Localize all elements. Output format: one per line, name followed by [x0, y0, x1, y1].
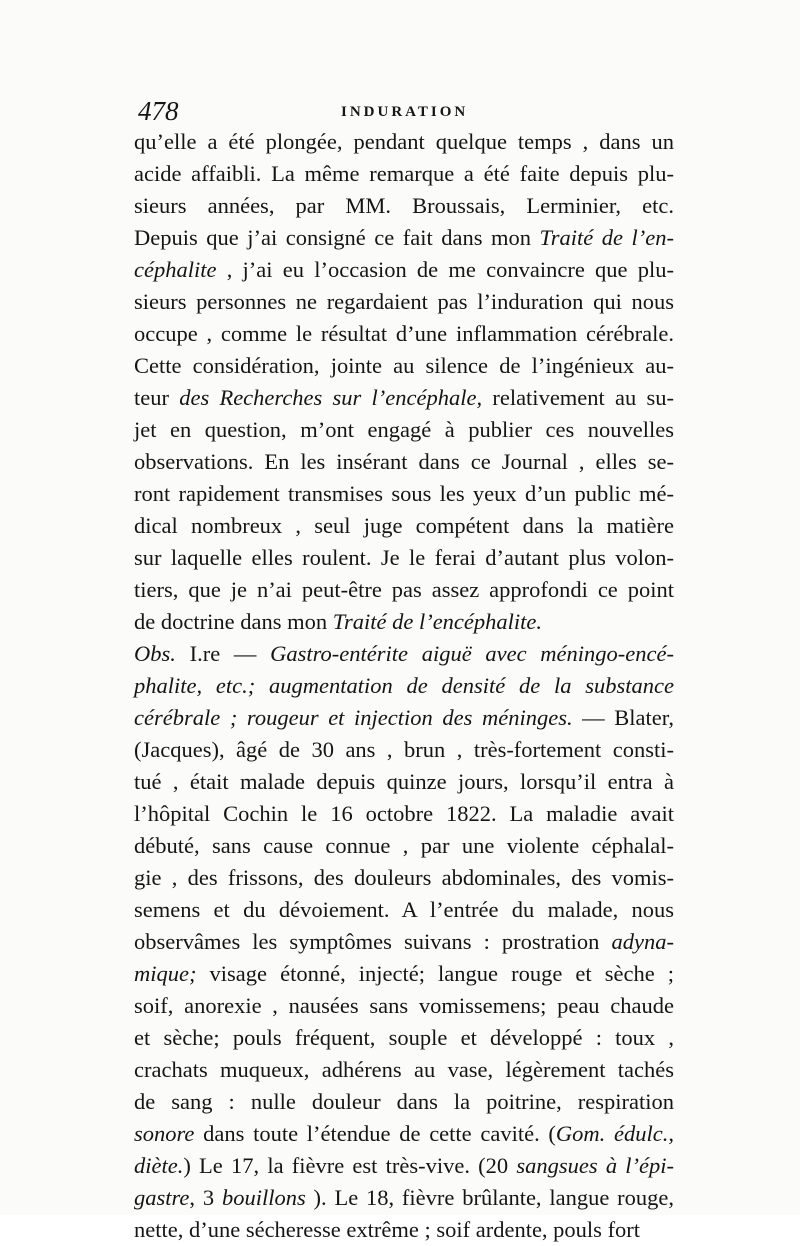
italic-text: Traité de l’encéphalite.: [332, 609, 543, 634]
text-segment: et sèche; pouls fréquent, souple et développé : toux ,: [134, 1025, 674, 1050]
text-segment: semens et du dévoiement. A l’entrée du malade, nous: [134, 897, 674, 922]
text-segment: , j’ai eu l’occasion de me convaincre que plu-: [216, 257, 674, 282]
text-segment: observations. En les insérant dans ce Journal , elles se-: [134, 449, 674, 474]
text-line: [134, 478, 674, 510]
text-line: [134, 222, 674, 254]
text-segment: gie , des frissons, des douleurs abdominales, des vomis-: [134, 865, 674, 890]
text-segment: de sang : nulle douleur dans la poitrine, respiration: [134, 1089, 674, 1114]
text-segment: sur laquelle elles roulent. Je le ferai d’autant plus volon-: [134, 545, 674, 570]
running-head: INDURATION: [341, 104, 469, 120]
text-segment: ront rapidement transmises sous les yeux d’un public mé-: [134, 481, 674, 506]
text-line: [134, 126, 674, 158]
text-line: [134, 926, 674, 958]
text-line: [134, 318, 674, 350]
text-segment: visage étonné, injecté; langue rouge et sèche ;: [196, 961, 674, 986]
text-line: [134, 542, 674, 574]
text-segment: sieurs années, par MM. Broussais, Lerminier, etc.: [134, 193, 674, 218]
italic-text: céphalite: [134, 257, 217, 282]
italic-text: des Recherches sur l’encéphale,: [179, 385, 483, 410]
text-line: [134, 1054, 674, 1086]
italic-text: Obs.: [134, 641, 176, 666]
italic-text: gastre: [134, 1185, 190, 1210]
text-segment: I.re —: [175, 641, 271, 666]
text-line: [134, 606, 674, 638]
text-line: [134, 254, 674, 286]
italic-text: mique;: [134, 961, 197, 986]
text-line: [134, 1214, 674, 1246]
text-segment: dans toute l’étendue de cette cavité. (: [194, 1121, 556, 1146]
text-segment: tué , était malade depuis quinze jours, lorsqu’il entra à: [134, 769, 674, 794]
text-line: [134, 446, 674, 478]
text-line: [134, 1118, 674, 1150]
text-segment: Depuis que j’ai consigné ce fait dans mon: [134, 225, 540, 250]
text-line: [134, 574, 674, 606]
text-segment: ) Le 17, la fièvre est très-vive. (20: [183, 1153, 517, 1178]
text-segment: débuté, sans cause connue , par une violente céphalal-: [134, 833, 674, 858]
italic-text: Gastro-entérite aiguë avec méningo-encé-: [270, 641, 674, 666]
text-line: [134, 990, 674, 1022]
italic-text: sonore: [134, 1121, 195, 1146]
text-segment: relativement au su-: [482, 385, 674, 410]
italic-text: sangsues à l’épi-: [516, 1153, 674, 1178]
text-line: [134, 894, 674, 926]
text-line: [134, 382, 674, 414]
text-segment: — Blater,: [572, 705, 674, 730]
text-line: [134, 670, 674, 702]
text-line: [134, 1182, 674, 1214]
text-segment: , 3: [189, 1185, 222, 1210]
text-segment: jet en question, m’ont engagé à publier ces nouvelles: [134, 417, 674, 442]
body-text: [134, 126, 674, 1246]
text-segment: teur: [134, 385, 180, 410]
text-segment: tiers, que je n’ai peut-être pas assez approfondi ce point: [134, 577, 674, 602]
italic-text: bouillons: [221, 1185, 306, 1210]
text-segment: acide affaibli. La même remarque a été faite depuis plu-: [134, 161, 674, 186]
text-segment: de doctrine dans mon: [134, 609, 333, 634]
text-line: [134, 510, 674, 542]
text-segment: ). Le 18, fièvre brûlante, langue rouge,: [305, 1185, 675, 1210]
text-line: [134, 1086, 674, 1118]
italic-text: Gom. édulc.,: [555, 1121, 674, 1146]
text-line: [134, 734, 674, 766]
text-segment: qu’elle a été plongée, pendant quelque temps , dans un: [134, 129, 674, 154]
italic-text: adyna-: [611, 929, 674, 954]
text-line: [134, 414, 674, 446]
text-segment: observâmes les symptômes suivans : prostration: [134, 929, 612, 954]
text-line: [134, 830, 674, 862]
text-line: [134, 190, 674, 222]
text-line: [134, 798, 674, 830]
text-line: [134, 158, 674, 190]
text-segment: nette, d’une sécheresse extrême ; soif ardente, pouls fort: [134, 1217, 641, 1242]
italic-text: phalite, etc.; augmentation de densité de la substance: [134, 673, 674, 698]
italic-text: cérébrale ; rougeur et injection des méninges.: [134, 705, 573, 730]
text-line: [134, 1150, 674, 1182]
text-segment: Cette considération, jointe au silence de l’ingénieux au-: [134, 353, 674, 378]
text-line: [134, 638, 674, 670]
page-number: 478: [138, 96, 179, 126]
text-line: [134, 702, 674, 734]
text-line: [134, 958, 674, 990]
italic-text: Traité de l’en-: [539, 225, 675, 250]
text-segment: crachats muqueux, adhérens au vase, légèrement tachés: [134, 1057, 674, 1082]
text-segment: (Jacques), âgé de 30 ans , brun , très-fortement consti-: [134, 737, 674, 762]
text-line: [134, 286, 674, 318]
text-segment: occupe , comme le résultat d’une inflammation cérébrale.: [134, 321, 674, 346]
text-line: [134, 350, 674, 382]
text-segment: sieurs personnes ne regardaient pas l’induration qui nous: [134, 289, 674, 314]
text-line: [134, 766, 674, 798]
text-segment: soif, anorexie , nausées sans vomissemens; peau chaude: [134, 993, 674, 1018]
text-line: [134, 862, 674, 894]
text-line: [134, 1022, 674, 1054]
text-segment: l’hôpital Cochin le 16 octobre 1822. La maladie avait: [134, 801, 674, 826]
italic-text: diète.: [134, 1153, 184, 1178]
text-segment: dical nombreux , seul juge compétent dans la matière: [134, 513, 674, 538]
